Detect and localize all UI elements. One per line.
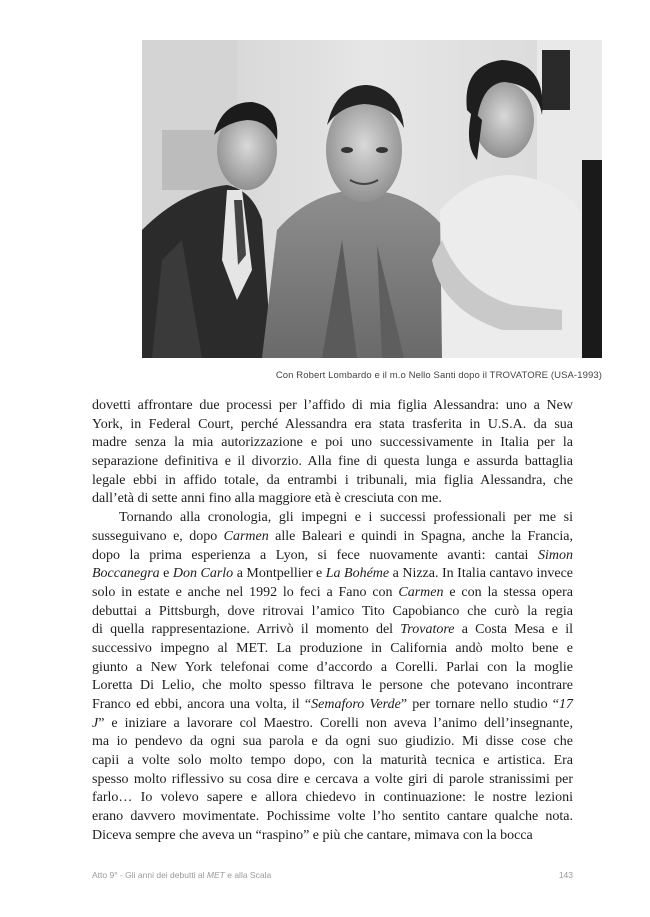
- text-line: dovetti affrontare due processi per l’affido di mia figlia Alessandra: uno a New: [92, 398, 573, 413]
- text-line: J” e iniziare a lavorare col Maestro. Corelli non aveva l’animo dell’insegnante,: [92, 715, 573, 731]
- text-line: susseguivano e, dopo Carmen alle Baleari e quindi in Spagna, anche la Francia,: [92, 528, 573, 544]
- footer-italic: MET: [206, 870, 225, 880]
- text-line: erano davvero movimentate. Pochissime volte l’ho sentito cantare qualche nota.: [92, 809, 573, 825]
- text-line: York, in Federal Court, perché Alessandra era stata trasferita in U.S.A. da sua: [92, 416, 573, 432]
- text-line: dall’età di sette anni fino alla maggiore età è cresciuta con me.: [92, 491, 442, 507]
- text-line: Boccanegra e Don Carlo a Montpellier e La Bohéme a Nizza. In Italia cantavo invece: [92, 566, 573, 582]
- text-line: spesso molto riflessivo su cosa dire e cercava a volte giri di parole stranissimi per: [92, 771, 573, 787]
- photo-image: [142, 40, 602, 358]
- text-line: farlo… Io volevo sapere e allora chiedevo in continuazione: le nostre lezioni: [92, 790, 573, 806]
- text-line: madre senza la mia autorizzazione e poi uno successivamente in Italia per la: [92, 435, 573, 451]
- text-line: Tornando alla cronologia, gli impegni e i successi professionali per me si: [119, 510, 573, 526]
- text-line: solo in estate e anche nel 1992 lo feci a Fano con Carmen e con la stessa opera: [92, 584, 573, 600]
- text-line: debuttai a Pittsburgh, dove ritrovai l’amico Tito Capobianco che curò la regia: [92, 603, 573, 619]
- text-line: Franco ed ebbi, ancora una volta, il “Semaforo Verde” per tornare nello studio “17: [92, 697, 574, 712]
- text-line: ma io pendevo da ogni sua parola e da ogni suo giudizio. Mi disse cose che: [92, 734, 573, 750]
- text-line: separazione definitiva e il divorzio. Alla fine di questa lunga e assurda battaglia: [92, 454, 573, 470]
- text-line: Loretta Di Lelio, che molto spesso filtrava le persone che potevano incontrare: [92, 678, 573, 694]
- paragraph-1: [92, 397, 573, 509]
- footer-prefix: Atto 9° - Gli anni dei debutti al: [92, 870, 207, 880]
- text-line: giunto a New York telefonai come d’accordo a Corelli. Parlai con la moglie: [92, 659, 573, 675]
- footer-suffix: e alla Scala: [224, 870, 272, 880]
- body-text: [92, 397, 573, 846]
- text-line: legale ebbi in affido totale, da entrambi i tribunali, mia figlia Alessandra, che: [92, 472, 573, 488]
- photo-caption: Con Robert Lombardo e il m.o Nello Santi dopo il TROVATORE (USA-1993): [275, 370, 602, 381]
- text-line: capii a volte solo molto tempo dopo, con la maturità tecnica e artistica. Era: [92, 753, 573, 769]
- photograph: [142, 40, 602, 358]
- text-line: di quella rappresentazione. Arrivò il momento del Trovatore a Costa Mesa e il: [92, 622, 573, 638]
- page-number: 143: [558, 870, 573, 880]
- running-footer: [92, 870, 271, 880]
- text-line: dopo la prima esperienza a Lyon, si fece nuovamente avanti: cantai Simon: [92, 547, 573, 563]
- paragraph-2: [92, 509, 573, 845]
- text-line: successivo impegno al MET. La produzione in California andò molto bene e: [92, 640, 573, 656]
- text-line: Diceva sempre che aveva un “raspino” e più che cantare, mimava con la bocca: [92, 827, 533, 843]
